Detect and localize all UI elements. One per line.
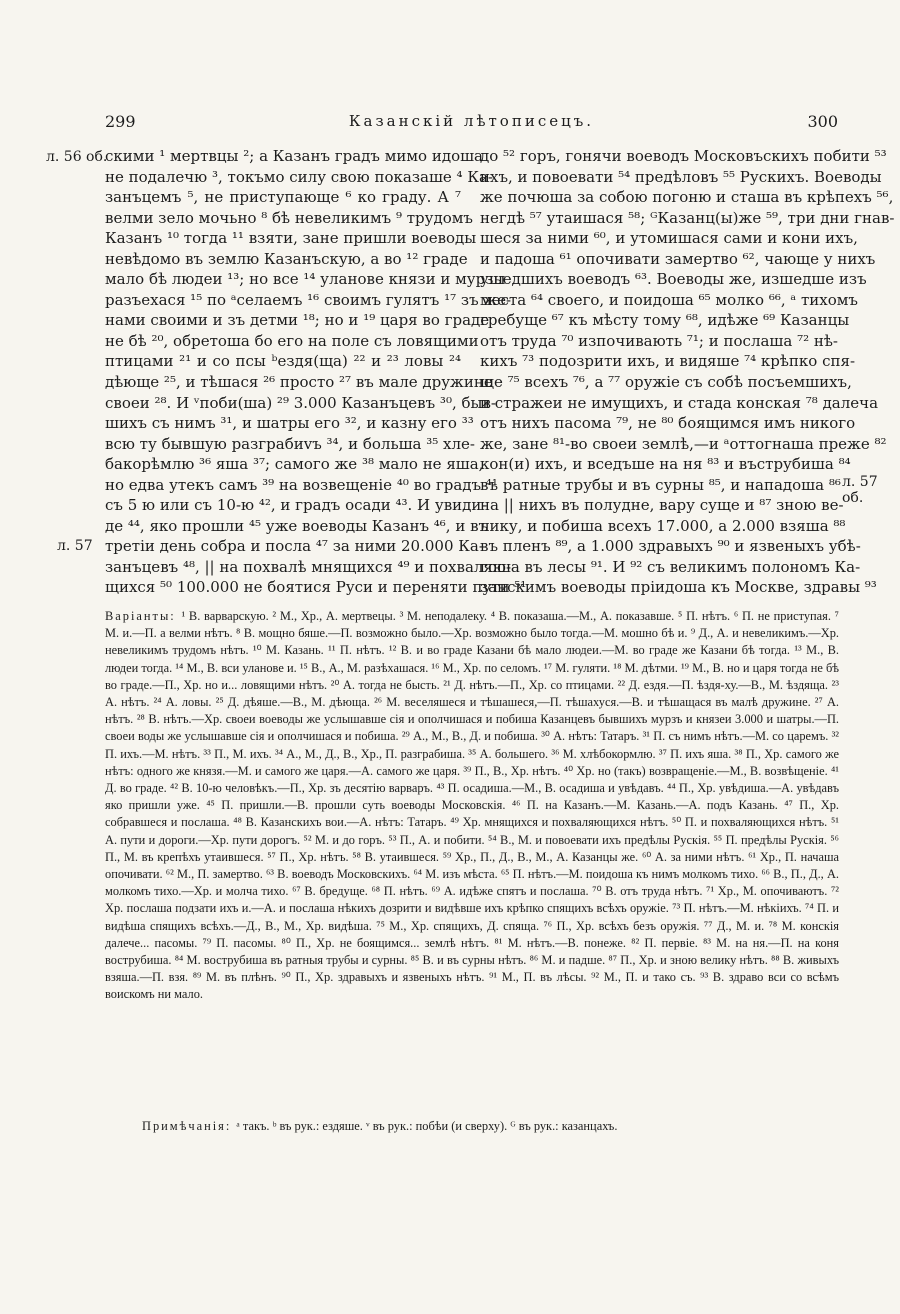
text-line: ихъ, и повоевати ⁵⁴ предѣловъ ⁵⁵ Рускихъ. Воеводы xyxy=(480,167,882,186)
text-line: отъ нихъ пасома ⁷⁹, не ⁸⁰ боящимся имъ никого xyxy=(480,414,856,433)
page-number-right: 300 xyxy=(807,112,838,131)
variants-apparatus xyxy=(105,608,839,1004)
text-line: щихся ⁵⁰ 100.000 не боятися Руси и переняти пути ⁵¹ xyxy=(105,578,527,597)
text-line: до ⁵² горъ, гонячи воеводъ Московъскихъ побити ⁵³ xyxy=(480,147,887,165)
text-line: кон(и) ихъ, и вседъше на ня ⁸³ и въструбиша ⁸⁴ xyxy=(480,455,851,474)
text-line: разъехася ¹⁵ по ᵃселаемъ ¹⁶ своимъ гулятъ ¹⁷ зъ же- xyxy=(105,290,512,309)
text-line: бакорѣмлю ³⁶ яша ³⁷; самого же ³⁸ мало не яша, xyxy=(105,455,484,474)
text-line: отъ труда ⁷⁰ изпочивають ⁷¹; и послаша ⁷² нѣ- xyxy=(480,331,838,350)
text-line: шеся за ними ⁶⁰, и утомишася сами и кони ихъ, xyxy=(480,229,858,248)
text-line: третіи день собра и посла ⁴⁷ за ними 20.000 Ка- xyxy=(105,537,484,556)
margin-note-folio: л. 56 об. xyxy=(46,149,108,165)
text-line: не подалечю ³, токъмо силу свою показаше ⁴ Ка- xyxy=(105,167,493,186)
text-line: занскимъ воеводы пріидоша къ Москве, здравы ⁹³ xyxy=(480,578,877,597)
text-line: места ⁶⁴ своего, и поидоша ⁶⁵ молко ⁶⁶, ᵃ тихомъ xyxy=(480,290,858,309)
notes-text: ᵃ такъ. ᵇ въ рук.: ездяше. ᵛ въ рук.: побѣи (и сверху). ᴳ въ рук.: казанцахъ. xyxy=(236,1119,618,1133)
text-line: въ ратные трубы и въ сурны ⁸⁵, и нападоша ⁸⁶ xyxy=(480,475,841,494)
text-line: занъцемъ ⁵, не приступающе ⁶ ко граду. А ⁷ xyxy=(105,188,461,207)
text-line: же почюша за собою погоню и сташа въ крѣпехъ ⁵⁶, xyxy=(480,188,894,207)
text-line: занъцевъ ⁴⁸, || на похвалѣ мнящихся ⁴⁹ и похваляю- xyxy=(105,557,512,576)
page-number-left: 299 xyxy=(105,112,136,131)
text-line: въ пленъ ⁸⁹, а 1.000 здравыхъ ⁹⁰ и язвеныхъ убѣ- xyxy=(480,537,861,556)
text-line: нами своими и зъ детми ¹⁸; но и ¹⁹ царя во граде xyxy=(105,311,490,330)
text-line: де ⁴⁴, яко прошли ⁴⁵ уже воеводы Казанъ ⁴⁶, и въ xyxy=(105,516,489,535)
text-line: негдѣ ⁵⁷ утаишася ⁵⁸; ᴳКазанц(ы)же ⁵⁹, три дни гнав- xyxy=(480,208,895,227)
text-line: шихъ съ нимъ ³¹, и шатры его ³², и казну его ³³ xyxy=(105,414,474,433)
text-line: кихъ ⁷³ подозрити ихъ, и видяше ⁷⁴ крѣпко спя- xyxy=(480,352,856,371)
text-line: не бѣ ²⁰, обретоша бо его на поле съ ловящими xyxy=(105,331,479,350)
text-line: же, зане ⁸¹-во своеи землѣ,—и ᵃоттогнаша преже ⁸² xyxy=(480,434,887,453)
running-title: Казанскій лѣтописецъ. xyxy=(348,112,595,130)
variants-heading: Варіанты: xyxy=(105,609,182,623)
text-line: гоша въ лесы ⁹¹. И ⁹² съ великимъ полономъ Ка- xyxy=(480,557,861,576)
text-line: ушедшихъ воеводъ ⁶³. Воеводы же, изшедше изъ xyxy=(480,270,867,289)
text-line: и падоша ⁶¹ опочивати замертво ⁶², чающе у нихъ xyxy=(480,249,876,268)
notes-section xyxy=(142,1118,842,1135)
text-line: своеи ²⁸. И ᵛпоби(ша) ²⁹ 3.000 Казанъцевъ ³⁰, быв- xyxy=(105,393,496,412)
text-line: скими ¹ мертвцы ²; а Казанъ градъ мимо идоша xyxy=(105,147,483,165)
margin-note-folio: л. 57 xyxy=(57,538,93,554)
text-line: лику, и побиша всехъ 17.000, а 2.000 взяша ⁸⁸ xyxy=(480,516,846,535)
text-line: Казанъ ¹⁰ тогда ¹¹ взяти, зане пришли воеводы xyxy=(105,229,477,248)
margin-note-folio: л. 57 об. xyxy=(842,474,878,506)
text-line: всю ту бывшую разграбиvъ ³⁴, и больша ³⁵ хле- xyxy=(105,434,475,453)
text-line: дѣюще ²⁵, и тѣшася ²⁶ просто ²⁷ въ мале дружине xyxy=(105,373,493,392)
text-line: невѣдомо въ землю Казанъскую, а во ¹² граде xyxy=(105,249,468,268)
text-line: и стражеи не имущихъ, и стада конская ⁷⁸ далеча xyxy=(480,393,879,412)
text-line: но едва утекъ самъ ³⁹ на возвещеніе ⁴⁰ во градъ ⁴¹ xyxy=(105,475,498,494)
page-header xyxy=(105,112,838,138)
notes-heading: Примѣчанія: xyxy=(142,1119,237,1133)
text-line: мало бѣ людеи ¹³; но все ¹⁴ уланове князи и мурзы xyxy=(105,270,506,289)
text-line: ще ⁷⁵ всехъ ⁷⁶, а ⁷⁷ оружіе съ собѣ посъемшихъ, xyxy=(480,373,852,392)
text-line: велми зело мочьно ⁸ бѣ невеликимъ ⁹ трудомъ xyxy=(105,208,473,227)
text-line: съ 5 ю или съ 10-ю ⁴², и градъ осади ⁴³. И увиди- xyxy=(105,496,487,515)
text-line: птицами ²¹ и со псы ᵇездя(ща) ²² и ²³ ловы ²⁴ xyxy=(105,352,461,371)
text-column-left xyxy=(105,146,527,598)
text-line: гребуще ⁶⁷ къ мѣсту тому ⁶⁸, идѣже ⁶⁹ Казанцы xyxy=(480,311,850,330)
variants-text: ¹ В. варварскую. ² М., Хр., А. мертвецы. ³ М. неподалеку. ⁴ В. показаша.—М., А. показавше. ⁵ П. нѣтъ. ⁶ П. не приступая. ⁷ М. и.—П. а велми нѣтъ. ⁸ В. мощно бяше.—П. возможно было.—Хр. возможно было тогда.—М. мошно бѣ и. ⁹ Д., А. и невеликимъ.—Хр. невеликимъ трудомъ нѣтъ. ¹⁰ М. Казань. ¹¹ П. нѣтъ. ¹² В. и во граде Казани бѣ мало людеи.—М. во граде же Казани бѣ тогда. ¹³ М., В. людеи тогда. ¹⁴ М., В. вси уланове и. ¹⁵ В., А., М. разѣхашася. ¹⁶ М., Хр. по селомъ. ¹⁷ М. гуляти. ¹⁸ М. дѣтми. ¹⁹ М., В. но и царя тогда не бѣ во граде.—П., Хр. но и... ловящими нѣтъ. ²⁰ А. тогда не бысть. ²¹ Д. нѣтъ.—П., Хр. со птицами. ²² Д. ездя.—П. ѣздя-ху.—В., М. ѣздяща. ²³ А. нѣтъ. ²⁴ А. ловы. ²⁵ Д. дѣяше.—В., М. дѣюща. ²⁶ М. веселяшеся и тѣшашеся,—П. тѣшахуся.—В. и тѣшащася въ малѣ дружине. ²⁷ А. нѣтъ. ²⁸ В. нѣтъ.—Хр. своеи воеводы же услышавше сія и ополчишася и побиша Казанцевъ бывшихъ мурзъ и князеи 3.000 и шатры.—П. своеи воды же услышавше сія и ополчишася и побиша. ²⁹ А., М., В., Д. и побиша. ³⁰ А. нѣтъ: Татаръ. ³¹ П. съ нимъ нѣтъ.—М. со царемъ. ³² П. ихъ.—М. нѣтъ. ³³ П., М. ихъ. ³⁴ А., М., Д., В., Хр., П. разграбиша. ³⁵ А. большего. ³⁶ М. хлѣбокормлю. ³⁷ П. ихъ яша. ³⁸ П., Хр. самого же нѣтъ: одного же князя.—М. и самого же царя.—А. самого же царя. ³⁹ П., В., Хр. нѣтъ. ⁴⁰ Хр. но (такъ) возвращеніе.—М., В. возвѣщеніе. ⁴¹ Д. во граде. ⁴² В. 10-ю человѣкъ.—П., Хр. зъ десятію варваръ. ⁴³ П. осадиша.—М., В. осадиша и увѣдавъ. ⁴⁴ П., Хр. увѣдиша.—А. увѣдавъ яко пришли уже. ⁴⁵ П. пришли.—В. прошли суть воеводы Московскія. ⁴⁶ П. на Казанъ.—М. Казань.—А. подъ Казань. ⁴⁷ П., Хр. собравшеся и послаша. ⁴⁸ В. Казанскихъ вои.—А. нѣтъ: Татаръ. ⁴⁹ Хр. мнящихся и похваляющихся нѣтъ. ⁵⁰ П. и похваляющихся нѣтъ. ⁵¹ А. пути и дороги.—Хр. пути дорогъ. ⁵² М. и до горъ. ⁵³ П., А. и побити. ⁵⁴ В., М. и повоевати ихъ предѣлы Рускія. ⁵⁵ П. предѣлы Рускія. ⁵⁶ П., М. въ крепѣхъ утаившеся. ⁵⁷ П., Хр. нѣтъ. ⁵⁸ В. утаившеся. ⁵⁹ Хр., П., Д., В., М., А. Казанцы же. ⁶⁰ А. за ними нѣтъ. ⁶¹ Хр., П. начаша опочивати. ⁶² М., П. замертво. ⁶³ В. воеводъ Московскихъ. ⁶⁴ М. изъ мѣста. ⁶⁵ П. нѣтъ.—М. поидоша къ нимъ молкомъ тихо. ⁶⁶ В., П., Д., А. молкомъ тихо.—Хр. и молча тихо. ⁶⁷ В. бредуще. ⁶⁸ П. нѣтъ. ⁶⁹ А. идѣже спятъ и послаша. ⁷⁰ В. отъ труда нѣтъ. ⁷¹ Хр., М. опочиваютъ. ⁷² Хр. послаша подзати ихъ и.—А. и послаша нѣкихъ дозрити и видѣвше ихъ крѣпко спящихъ всѣхъ оружіе. ⁷³ П. нѣтъ.—М. нѣкіихъ. ⁷⁴ П. и видѣша спящихъ всѣхъ.—Д., В., М., Хр. видѣша. ⁷⁵ М., Хр. спящихъ, Д. спяща. ⁷⁶ П., Хр. всѣхъ безъ оружія. ⁷⁷ Д., М. и. ⁷⁸ М. конскія далече... пасомы. ⁷⁹ П. пасомы. ⁸⁰ П., Хр. не боящимся... землѣ нѣтъ. ⁸¹ М. нѣтъ.—В. понеже. ⁸² П. первіе. ⁸³ М. на ня.—П. на коня вострубиша. ⁸⁴ М. вострубиша въ ратныя трубы и сурны. ⁸⁵ В. и въ сурны нѣтъ. ⁸⁶ М. и падше. ⁸⁷ П., Хр. и зною велику нѣтъ. ⁸⁸ В. живыхъ взяша.—П. взя. ⁸⁹ М. въ плѣнъ. ⁹⁰ П., Хр. здравыхъ и язвеныхъ нѣтъ. ⁹¹ М., П. въ лѣсы. ⁹² М., П. и тако съ. ⁹³ В. здраво вси со всѣмъ воискомъ ни мало. xyxy=(105,609,840,1002)
text-line: на || нихъ въ полудне, вару суще и ⁸⁷ зною ве- xyxy=(480,496,844,515)
